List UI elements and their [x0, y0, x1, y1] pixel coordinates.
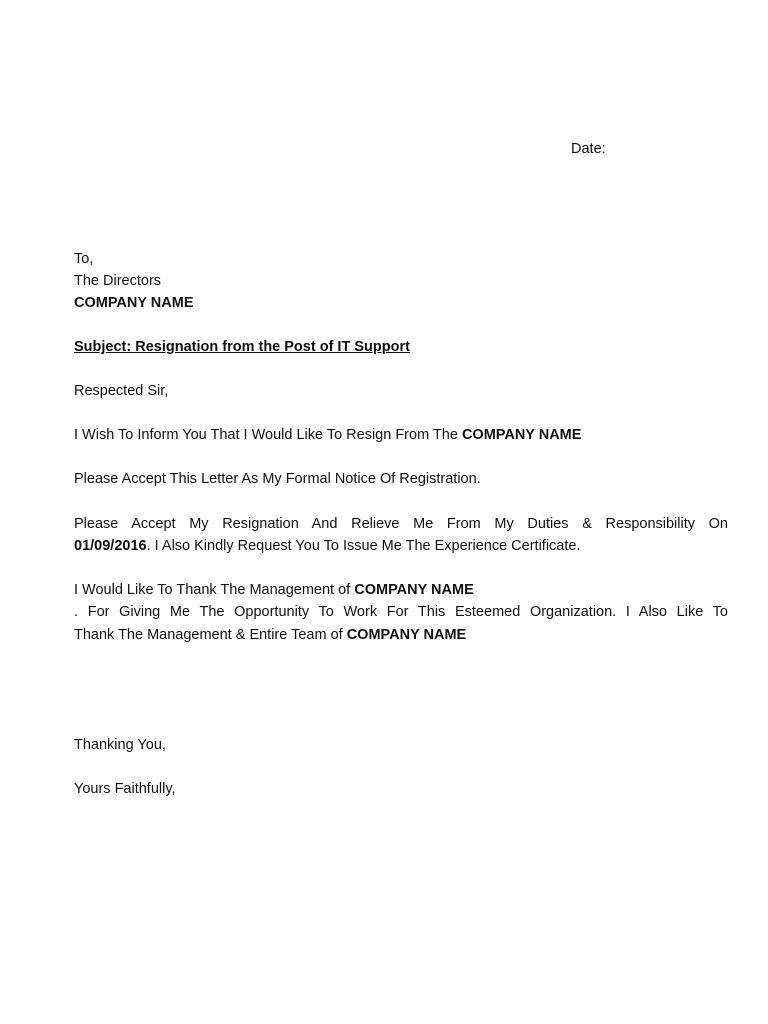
resignation-date: 01/09/2016 — [74, 538, 147, 554]
paragraph-3-line-1: Please Accept My Resignation And Relieve Me From My Duties & Responsibility On — [74, 516, 728, 532]
paragraph-3-line-2 — [74, 535, 728, 557]
paragraph-3-rest: . I Also Kindly Request You To Issue Me The Experience Certificate. — [146, 538, 581, 554]
paragraph-1-text: I Wish To Inform You That I Would Like To Resign From The — [74, 427, 462, 443]
paragraph-4-line-3 — [74, 624, 728, 646]
company-name: COMPANY NAME — [346, 627, 467, 643]
paragraph-4-line-1 — [74, 579, 728, 601]
company-name: COMPANY NAME — [354, 582, 474, 598]
paragraph-4-text: I Would Like To Thank The Management of — [74, 582, 355, 598]
paragraph-4-line-2: . For Giving Me The Opportunity To Work For This Esteemed Organization. I Also Like To — [74, 604, 728, 620]
recipient: The Directors — [74, 273, 162, 289]
closing-thanking: Thanking You, — [74, 737, 166, 753]
subject-text: Subject: Resignation from the Post of IT Support — [74, 339, 410, 355]
company-name: COMPANY NAME — [74, 295, 194, 311]
date-label: Date: — [571, 141, 606, 157]
company-name: COMPANY NAME — [461, 427, 582, 443]
paragraph-2: Please Accept This Letter As My Formal Notice Of Registration. — [74, 471, 481, 487]
recipient-company — [74, 292, 728, 314]
paragraph-4-line-3-text: Thank The Management & Entire Team of — [74, 627, 347, 643]
greeting: Respected Sir, — [74, 383, 169, 399]
subject-line — [74, 336, 728, 358]
closing-yours-faithfully: Yours Faithfully, — [74, 781, 176, 797]
salutation-to: To, — [74, 251, 94, 267]
paragraph-1 — [74, 424, 728, 446]
